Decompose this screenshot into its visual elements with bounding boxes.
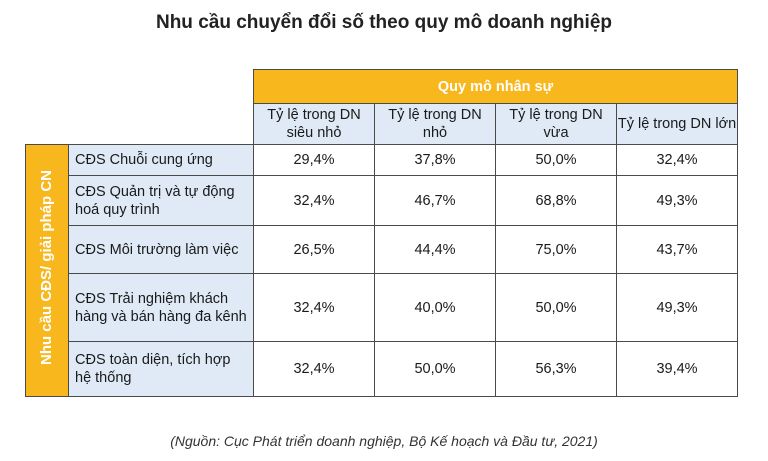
table-row: [26, 226, 738, 274]
table-cell: 32,4%: [617, 145, 738, 176]
column-header-lon: Tỷ lệ trong DN lớn: [617, 104, 738, 145]
table-cell: 68,8%: [496, 176, 617, 226]
table-cell: 49,3%: [617, 176, 738, 226]
table-cell: 56,3%: [496, 342, 617, 397]
chart-title: Nhu cầu chuyển đổi số theo quy mô doanh nghiệp: [155, 12, 612, 33]
table-cell: 32,4%: [254, 176, 375, 226]
table-cell: 49,3%: [617, 274, 738, 342]
table-row: [26, 145, 738, 176]
table-cell: 37,8%: [375, 145, 496, 176]
source-note: (Nguồn: Cục Phát triển doanh nghiệp, Bộ Kế hoạch và Đầu tư, 2021): [170, 433, 598, 449]
table-cell: 46,7%: [375, 176, 496, 226]
table-cell: 50,0%: [375, 342, 496, 397]
row-group-label: Nhu cầu CĐS/ giải pháp CN: [38, 170, 55, 366]
table-corner-lower: [26, 104, 254, 145]
table-cell: 43,7%: [617, 226, 738, 274]
column-header-sieu-nho: Tỷ lệ trong DN siêu nhỏ: [254, 104, 375, 145]
table-cell: 32,4%: [254, 274, 375, 342]
table-cell: 39,4%: [617, 342, 738, 397]
table-row: [26, 342, 738, 397]
column-group-header: Quy mô nhân sự: [254, 70, 738, 104]
table-cell: 26,5%: [254, 226, 375, 274]
table-cell: 40,0%: [375, 274, 496, 342]
row-group-header: [26, 145, 69, 397]
data-table: [25, 69, 738, 397]
row-label: CĐS Môi trường làm việc: [69, 226, 254, 274]
row-label: CĐS Quản trị và tự động hoá quy trình: [69, 176, 254, 226]
table-cell: 50,0%: [496, 145, 617, 176]
column-header-vua: Tỷ lệ trong DN vừa: [496, 104, 617, 145]
table-cell: 44,4%: [375, 226, 496, 274]
table-cell: 75,0%: [496, 226, 617, 274]
table-corner: [26, 70, 254, 104]
column-header-nho: Tỷ lệ trong DN nhỏ: [375, 104, 496, 145]
table-cell: 32,4%: [254, 342, 375, 397]
table-row: [26, 176, 738, 226]
row-label: CĐS Trải nghiệm khách hàng và bán hàng đa kênh: [69, 274, 254, 342]
table-cell: 29,4%: [254, 145, 375, 176]
table-row: [26, 274, 738, 342]
row-label: CĐS Chuỗi cung ứng: [69, 145, 254, 176]
table-cell: 50,0%: [496, 274, 617, 342]
row-label: CĐS toàn diện, tích hợp hệ thống: [69, 342, 254, 397]
